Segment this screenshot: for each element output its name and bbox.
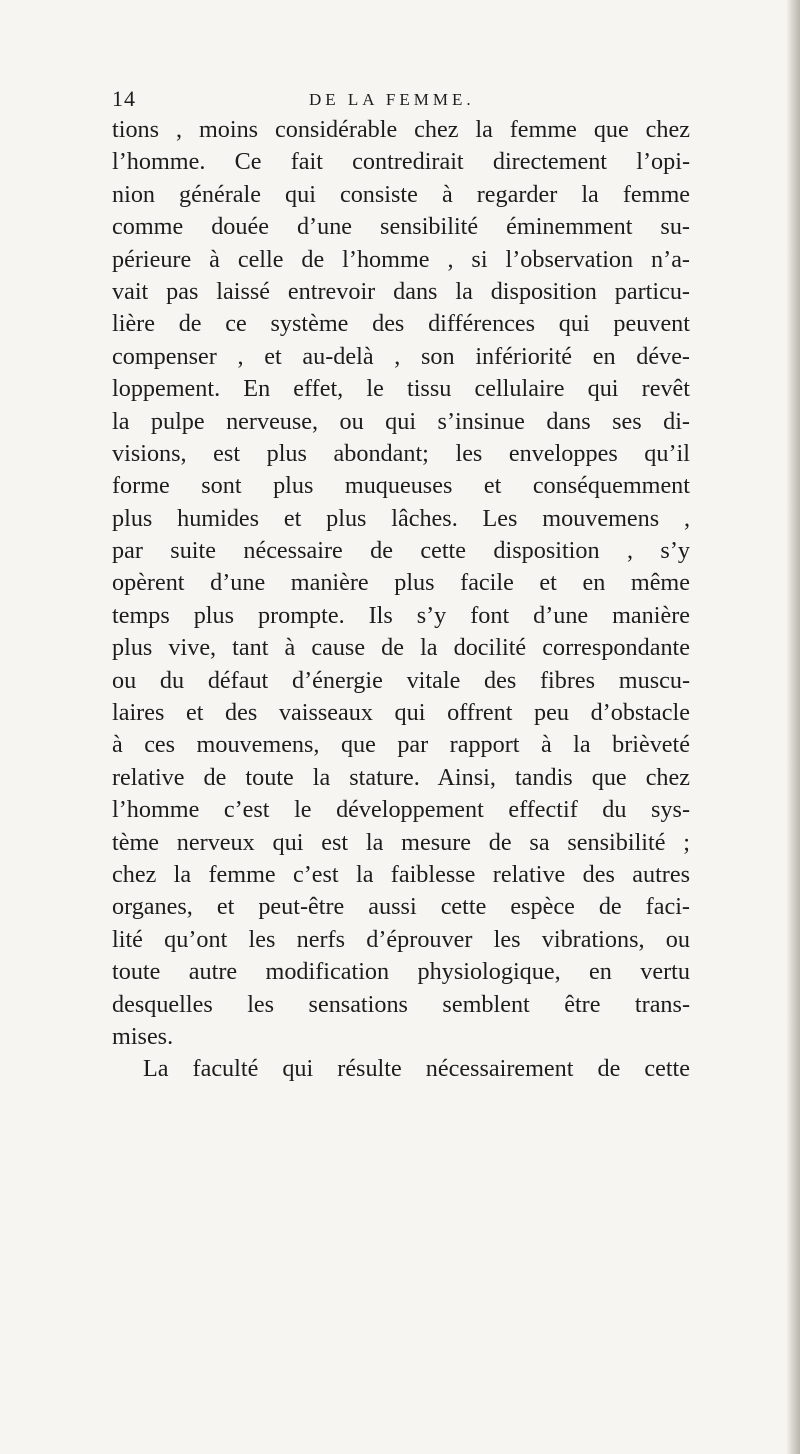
text-line: opèrent d’une manière plus facile et en même bbox=[112, 569, 690, 597]
text-line: plus humides et plus lâches. Les mouvemens , bbox=[112, 504, 690, 532]
text-line: nion générale qui consiste à regarder la femme bbox=[112, 180, 690, 208]
text-line: relative de toute la stature. Ainsi, tandis que chez bbox=[112, 763, 690, 791]
text-line: comme douée d’une sensibilité éminemment su- bbox=[112, 213, 690, 241]
text-line: ou du défaut d’énergie vitale des fibres muscu- bbox=[112, 666, 690, 694]
text-line: à ces mouvemens, que par rapport à la brièveté bbox=[112, 731, 690, 759]
text-line: l’homme c’est le développement effectif du sys- bbox=[112, 796, 690, 824]
text-line: loppement. En effet, le tissu cellulaire qui revêt bbox=[112, 375, 690, 403]
text-line-paragraph-start: La faculté qui résulte nécessairement de cette bbox=[143, 1055, 690, 1083]
body-text bbox=[112, 114, 690, 1086]
text-line: la pulpe nerveuse, ou qui s’insinue dans ses di- bbox=[112, 407, 690, 435]
text-line: visions, est plus abondant; les enveloppes qu’il bbox=[112, 439, 690, 467]
text-line: desquelles les sensations semblent être trans- bbox=[112, 990, 690, 1018]
text-line: organes, et peut-être aussi cette espèce de faci- bbox=[112, 893, 690, 921]
text-line: tème nerveux qui est la mesure de sa sensibilité ; bbox=[112, 828, 690, 856]
page-edge-shadow bbox=[786, 0, 800, 1454]
running-header bbox=[112, 86, 672, 116]
text-line: chez la femme c’est la faiblesse relative des autres bbox=[112, 860, 690, 888]
text-line: l’homme. Ce fait contredirait directement l’opi- bbox=[112, 148, 690, 176]
text-line: plus vive, tant à cause de la docilité correspondante bbox=[112, 634, 690, 662]
text-line: forme sont plus muqueuses et conséquemment bbox=[112, 472, 690, 500]
text-line: laires et des vaisseaux qui offrent peu d’obstacle bbox=[112, 699, 690, 727]
text-line: périeure à celle de l’homme , si l’observation n’a- bbox=[112, 245, 690, 273]
text-line: toute autre modification physiologique, en vertu bbox=[112, 958, 690, 986]
text-line: par suite nécessaire de cette disposition , s’y bbox=[112, 537, 690, 565]
text-line: vait pas laissé entrevoir dans la disposition particu- bbox=[112, 277, 690, 305]
text-line: compenser , et au-delà , son infériorité en déve- bbox=[112, 342, 690, 370]
text-line-paragraph-end: mises. bbox=[112, 1022, 174, 1050]
page-number: 14 bbox=[112, 86, 136, 111]
text-line: lité qu’ont les nerfs d’éprouver les vibrations, ou bbox=[112, 925, 690, 953]
text-line: lière de ce système des différences qui peuvent bbox=[112, 310, 690, 338]
text-line: temps plus prompte. Ils s’y font d’une manière bbox=[112, 601, 690, 629]
running-head-title: DE LA FEMME. bbox=[309, 90, 475, 109]
text-line: tions , moins considérable chez la femme que chez bbox=[112, 116, 690, 143]
